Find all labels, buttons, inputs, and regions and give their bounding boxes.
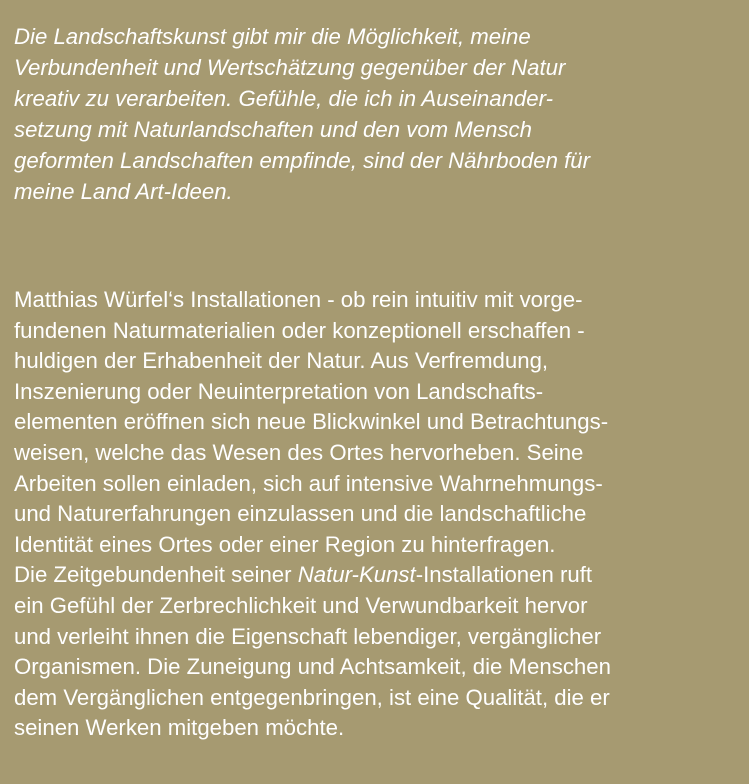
body-text-segment: Die Zeitgebundenheit seiner [14,562,298,588]
body-line: Identität eines Ortes oder einer Region zu hinterfragen. [14,531,556,557]
artist-quote [14,21,739,207]
quote-line: kreativ zu verarbeiten. Gefühle, die ich in Auseinander- [14,86,553,111]
paragraph-spacer [14,207,739,285]
body-line: Inszenierung oder Neuinterpretation von Landschafts- [14,378,544,404]
body-line: Matthias Würfel‘s Installationen - ob rein intuitiv mit vorge- [14,287,583,312]
body-line: Arbeiten sollen einladen, sich auf intensive Wahrnehmungs- [14,470,603,496]
quote-line: Verbundenheit und Wertschätzung gegenüber der Natur [14,55,566,80]
body-line: huldigen der Erhabenheit der Natur. Aus Verfremdung, [14,348,549,374]
emphasized-term: Natur-Kunst [297,562,416,588]
body-line: elementen eröffnen sich neue Blickwinkel und Betrachtungs- [14,409,609,435]
body-line: und verleiht ihnen die Eigenschaft lebendiger, vergänglicher [14,623,602,649]
quote-line: meine Land Art-Ideen. [14,179,233,204]
quote-line: geformten Landschaften empfinde, sind der Nährboden für [14,148,591,173]
body-line: dem Vergänglichen entgegenbringen, ist eine Qualität, die er [14,684,610,710]
body-line: ein Gefühl der Zerbrechlichkeit und Verwundbarkeit hervor [14,592,588,618]
artist-description [14,285,739,744]
quote-line: Die Landschaftskunst gibt mir die Möglichkeit, meine [14,24,531,49]
body-line: fundenen Naturmaterialien oder konzeptionell erschaffen - [14,317,585,343]
body-line: Organismen. Die Zuneigung und Achtsamkeit, die Menschen [14,654,611,680]
body-text-segment: -Installationen ruft [415,562,593,588]
body-line: weisen, welche das Wesen des Ortes hervorheben. Seine [14,439,584,465]
quote-line: setzung mit Naturlandschaften und den vom Mensch [14,117,532,142]
body-line: und Naturerfahrungen einzulassen und die landschaftliche [14,501,587,527]
body-line: seinen Werken mitgeben möchte. [14,715,345,741]
body-line [14,560,739,591]
